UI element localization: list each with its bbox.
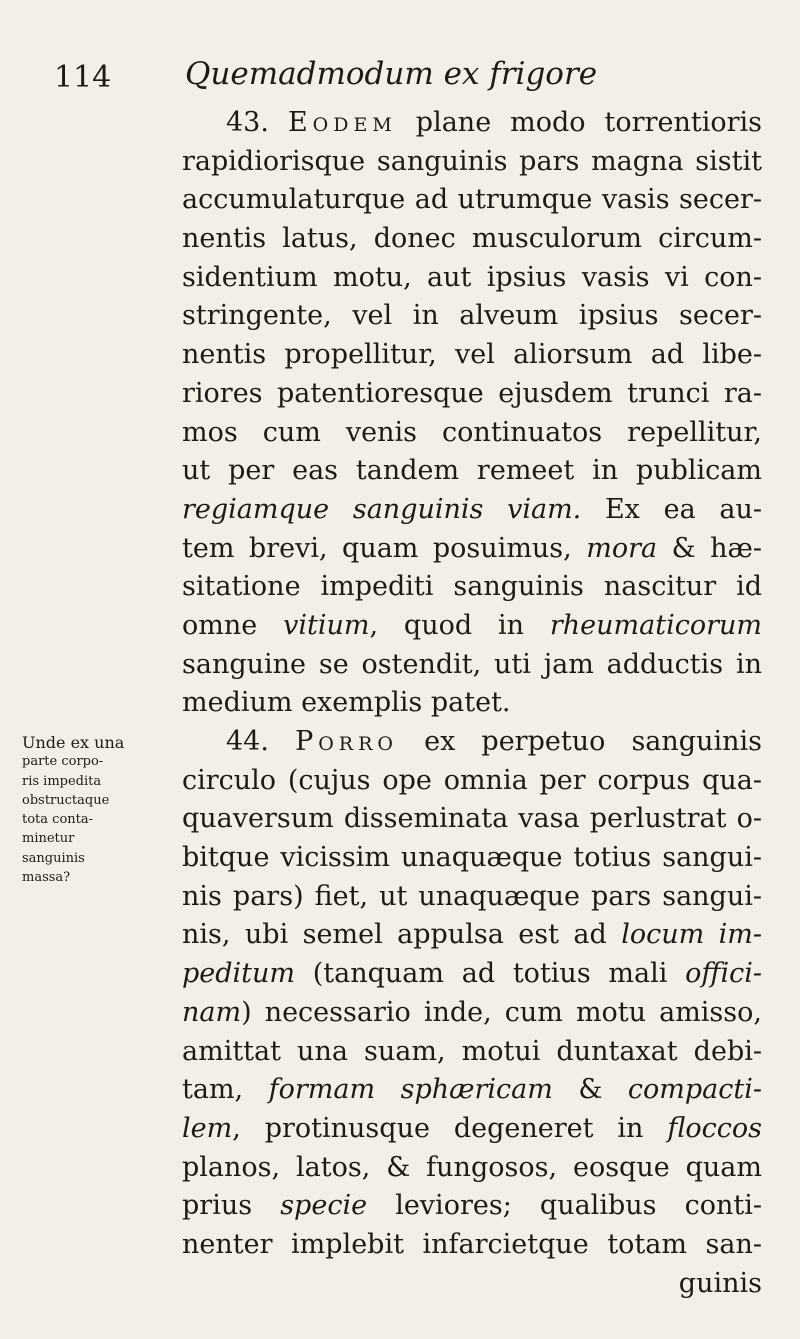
text-line: planos, latos, & fungosos, eosque quam: [182, 1151, 762, 1183]
text-line: nentis propellitur, vel aliorsum ad libe-: [182, 339, 762, 371]
text-line: sidentium motu, aut ipsius vasis vi con-: [182, 261, 762, 293]
text-line: circulo (cujus ope omnia per corpus qua-: [182, 764, 762, 796]
text-line: ut per eas tandem remeet in publicam: [182, 455, 762, 487]
text-line: 44. Porro ex perpetuo sanguinis: [226, 726, 762, 757]
margin-note-line: parte corpo-: [22, 754, 104, 770]
text-line: tem brevi, quam posuimus, mora & hæ-: [182, 532, 763, 564]
main-text: [182, 104, 762, 1303]
text-line: quaversum disseminata vasa perlustrat o-: [182, 803, 762, 835]
margin-note: [22, 733, 172, 887]
text-line: nentis latus, donec musculorum circum-: [182, 223, 762, 255]
text-line: nam) necessario inde, cum motu amisso,: [182, 996, 762, 1028]
text-line: stringente, vel in alveum ipsius secer-: [182, 300, 762, 332]
text-line: nis pars) fiet, ut unaquæque pars sangui-: [182, 880, 762, 912]
text-line: accumulaturque ad utrumque vasis secer-: [182, 184, 762, 216]
text-line: nis, ubi semel appulsa est ad locum im-: [182, 919, 762, 951]
lead-word: Eodem: [287, 107, 397, 138]
page-header: [0, 52, 800, 102]
text-line: bitque vicissim unaquæque totius sangui-: [182, 842, 762, 874]
text-line: tam, formam sphæricam & compacti-: [182, 1074, 763, 1106]
margin-note-line: minetur: [22, 831, 75, 847]
margin-note-line: tota conta-: [22, 812, 94, 828]
text-line: nenter implebit infarcietque totam san-: [182, 1228, 762, 1260]
margin-note-line: ris impedita: [22, 773, 102, 789]
text-line: omne vitium, quod in rheumaticorum: [182, 609, 762, 641]
lead-word: Porro: [295, 726, 398, 757]
text-line: medium exemplis patet.: [182, 687, 511, 719]
margin-note-line: obstructaque: [22, 792, 110, 808]
text-line: prius specie leviores; qualibus conti-: [182, 1190, 762, 1222]
text-line: riores patentioresque ejusdem trunci ra-: [182, 377, 762, 409]
page-number: 114: [54, 60, 112, 95]
text-line: amittat una suam, motui duntaxat debi-: [182, 1035, 762, 1067]
margin-note-line: sanguinis: [22, 850, 85, 866]
text-line: mos cum venis continuatos repellitur,: [182, 416, 762, 448]
margin-note-line: Unde ex una: [22, 733, 125, 752]
text-line: regiamque sanguinis viam. Ex ea au-: [182, 493, 762, 525]
text-line: lem, protinusque degeneret in floccos: [182, 1112, 762, 1144]
text-line: 43. Eodem plane modo torrentioris: [226, 107, 762, 138]
text-line: sitatione impediti sanguinis nascitur id: [182, 571, 762, 603]
text-line: sanguine se ostendit, uti jam adductis in: [182, 648, 762, 680]
text-line: peditum (tanquam ad totius mali offici-: [182, 958, 762, 990]
running-title: Quemadmodum ex frigore: [185, 56, 598, 92]
catchword: guinis: [678, 1267, 762, 1299]
text-line: rapidiorisque sanguinis pars magna sistit: [182, 145, 762, 177]
margin-note-line: massa?: [22, 870, 71, 886]
